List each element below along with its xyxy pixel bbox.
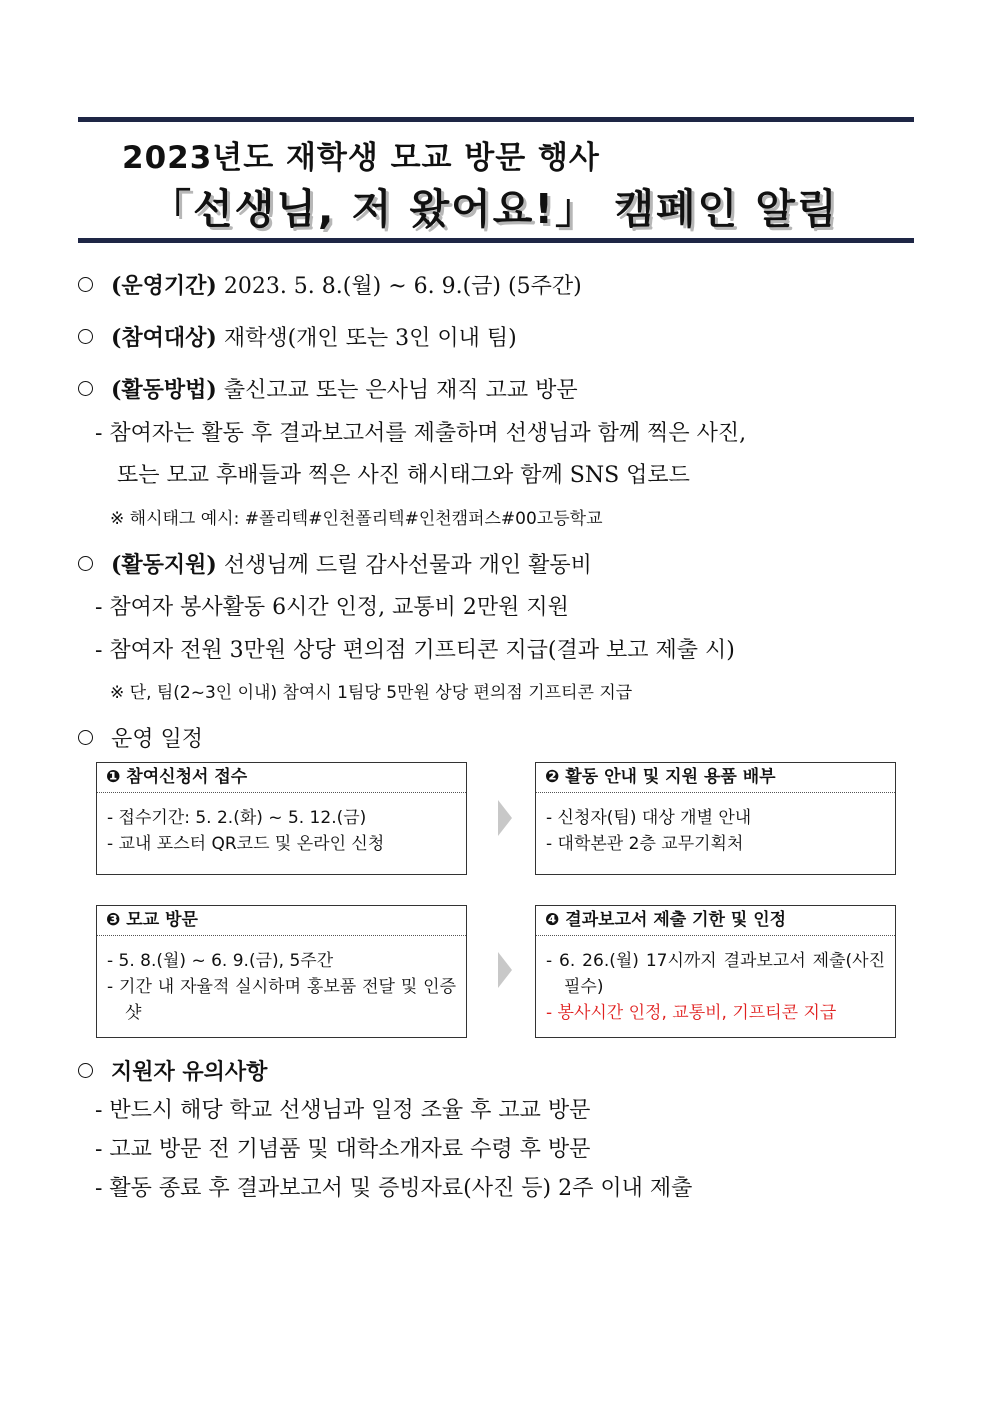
caution-item: - 반드시 해당 학교 선생님과 일정 조율 후 고교 방문 (95, 1098, 591, 1123)
step-box-2 (535, 762, 896, 875)
step-box-4 (535, 905, 896, 1038)
step-1-line-1: - 접수기간: 5. 2.(화) ~ 5. 12.(금) (107, 808, 367, 828)
title-line-1: 2023년도 재학생 모교 방문 행사 (122, 140, 600, 176)
method-detail-2: 또는 모교 후배들과 찍은 사진 해시태그와 함께 SNS 업로드 (117, 463, 690, 488)
title-line-2: 「선생님, 저 왔어요!」 캠페인 알림 (150, 185, 839, 233)
section-support (78, 550, 592, 581)
step-1-line-2: - 교내 포스터 QR코드 및 온라인 신청 (107, 834, 385, 854)
step-4-title: ❹ 결과보고서 제출 기한 및 인정 (536, 906, 895, 936)
section-period (78, 271, 582, 302)
step-4-line-1: - 6. 26.(월) 17시까지 결과보고서 제출(사진필수) (546, 951, 885, 997)
support-note: ※ 단, 팀(2~3인 이내) 참여시 1팀당 5만원 상당 편의점 기프티콘 지급 (110, 683, 633, 703)
circle-bullet-icon (78, 730, 93, 745)
method-text: 출신고교 또는 은사님 재직 고교 방문 (223, 378, 578, 403)
title-rule-bottom (78, 238, 914, 243)
circle-bullet-icon (78, 1063, 93, 1078)
target-label: (참여대상) (111, 325, 217, 351)
step-3-line-2: - 기간 내 자율적 실시하며 홍보품 전달 및 인증샷 (107, 977, 456, 1023)
step-box-1 (96, 762, 467, 875)
arrow-right-icon (498, 800, 512, 836)
section-cautions (78, 1057, 267, 1088)
step-box-3 (96, 905, 467, 1038)
step-4-line-2: - 봉사시간 인정, 교통비, 기프티콘 지급 (546, 1003, 837, 1023)
section-target (78, 323, 517, 354)
step-2-title: ❷ 활동 안내 및 지원 용품 배부 (536, 763, 895, 793)
step-1-title: ❶ 참여신청서 접수 (97, 763, 466, 793)
caution-item: - 활동 종료 후 결과보고서 및 증빙자료(사진 등) 2주 이내 제출 (95, 1176, 693, 1201)
support-detail-2: - 참여자 전원 3만원 상당 편의점 기프티콘 지급(결과 보고 제출 시) (95, 638, 735, 663)
support-label: (활동지원) (111, 552, 217, 578)
step-2-line-1: - 신청자(팀) 대상 개별 안내 (546, 808, 752, 828)
target-text: 재학생(개인 또는 3인 이내 팀) (223, 326, 517, 351)
support-text: 선생님께 드릴 감사선물과 개인 활동비 (223, 553, 592, 578)
schedule-heading: 운영 일정 (111, 727, 204, 752)
step-3-line-1: - 5. 8.(월) ~ 6. 9.(금), 5주간 (107, 951, 334, 971)
circle-bullet-icon (78, 329, 93, 344)
support-detail-1: - 참여자 봉사활동 6시간 인정, 교통비 2만원 지원 (95, 595, 569, 620)
period-text: 2023. 5. 8.(월) ~ 6. 9.(금) (5주간) (223, 274, 582, 299)
cautions-heading: 지원자 유의사항 (111, 1059, 268, 1085)
caution-item: - 고교 방문 전 기념품 및 대학소개자료 수령 후 방문 (95, 1137, 591, 1162)
section-method (78, 375, 578, 406)
method-note: ※ 해시태그 예시: #폴리텍#인천폴리텍#인천캠퍼스#00고등학교 (110, 509, 603, 529)
circle-bullet-icon (78, 381, 93, 396)
title-rule-top (78, 117, 914, 122)
section-schedule (78, 725, 203, 755)
circle-bullet-icon (78, 277, 93, 292)
arrow-right-icon (498, 952, 512, 988)
method-detail-1: - 참여자는 활동 후 결과보고서를 제출하며 선생님과 함께 찍은 사진, (95, 421, 747, 446)
circle-bullet-icon (78, 556, 93, 571)
step-3-title: ❸ 모교 방문 (97, 906, 466, 936)
method-label: (활동방법) (111, 377, 217, 403)
step-2-line-2: - 대학본관 2층 교무기획처 (546, 834, 744, 854)
period-label: (운영기간) (111, 273, 217, 299)
